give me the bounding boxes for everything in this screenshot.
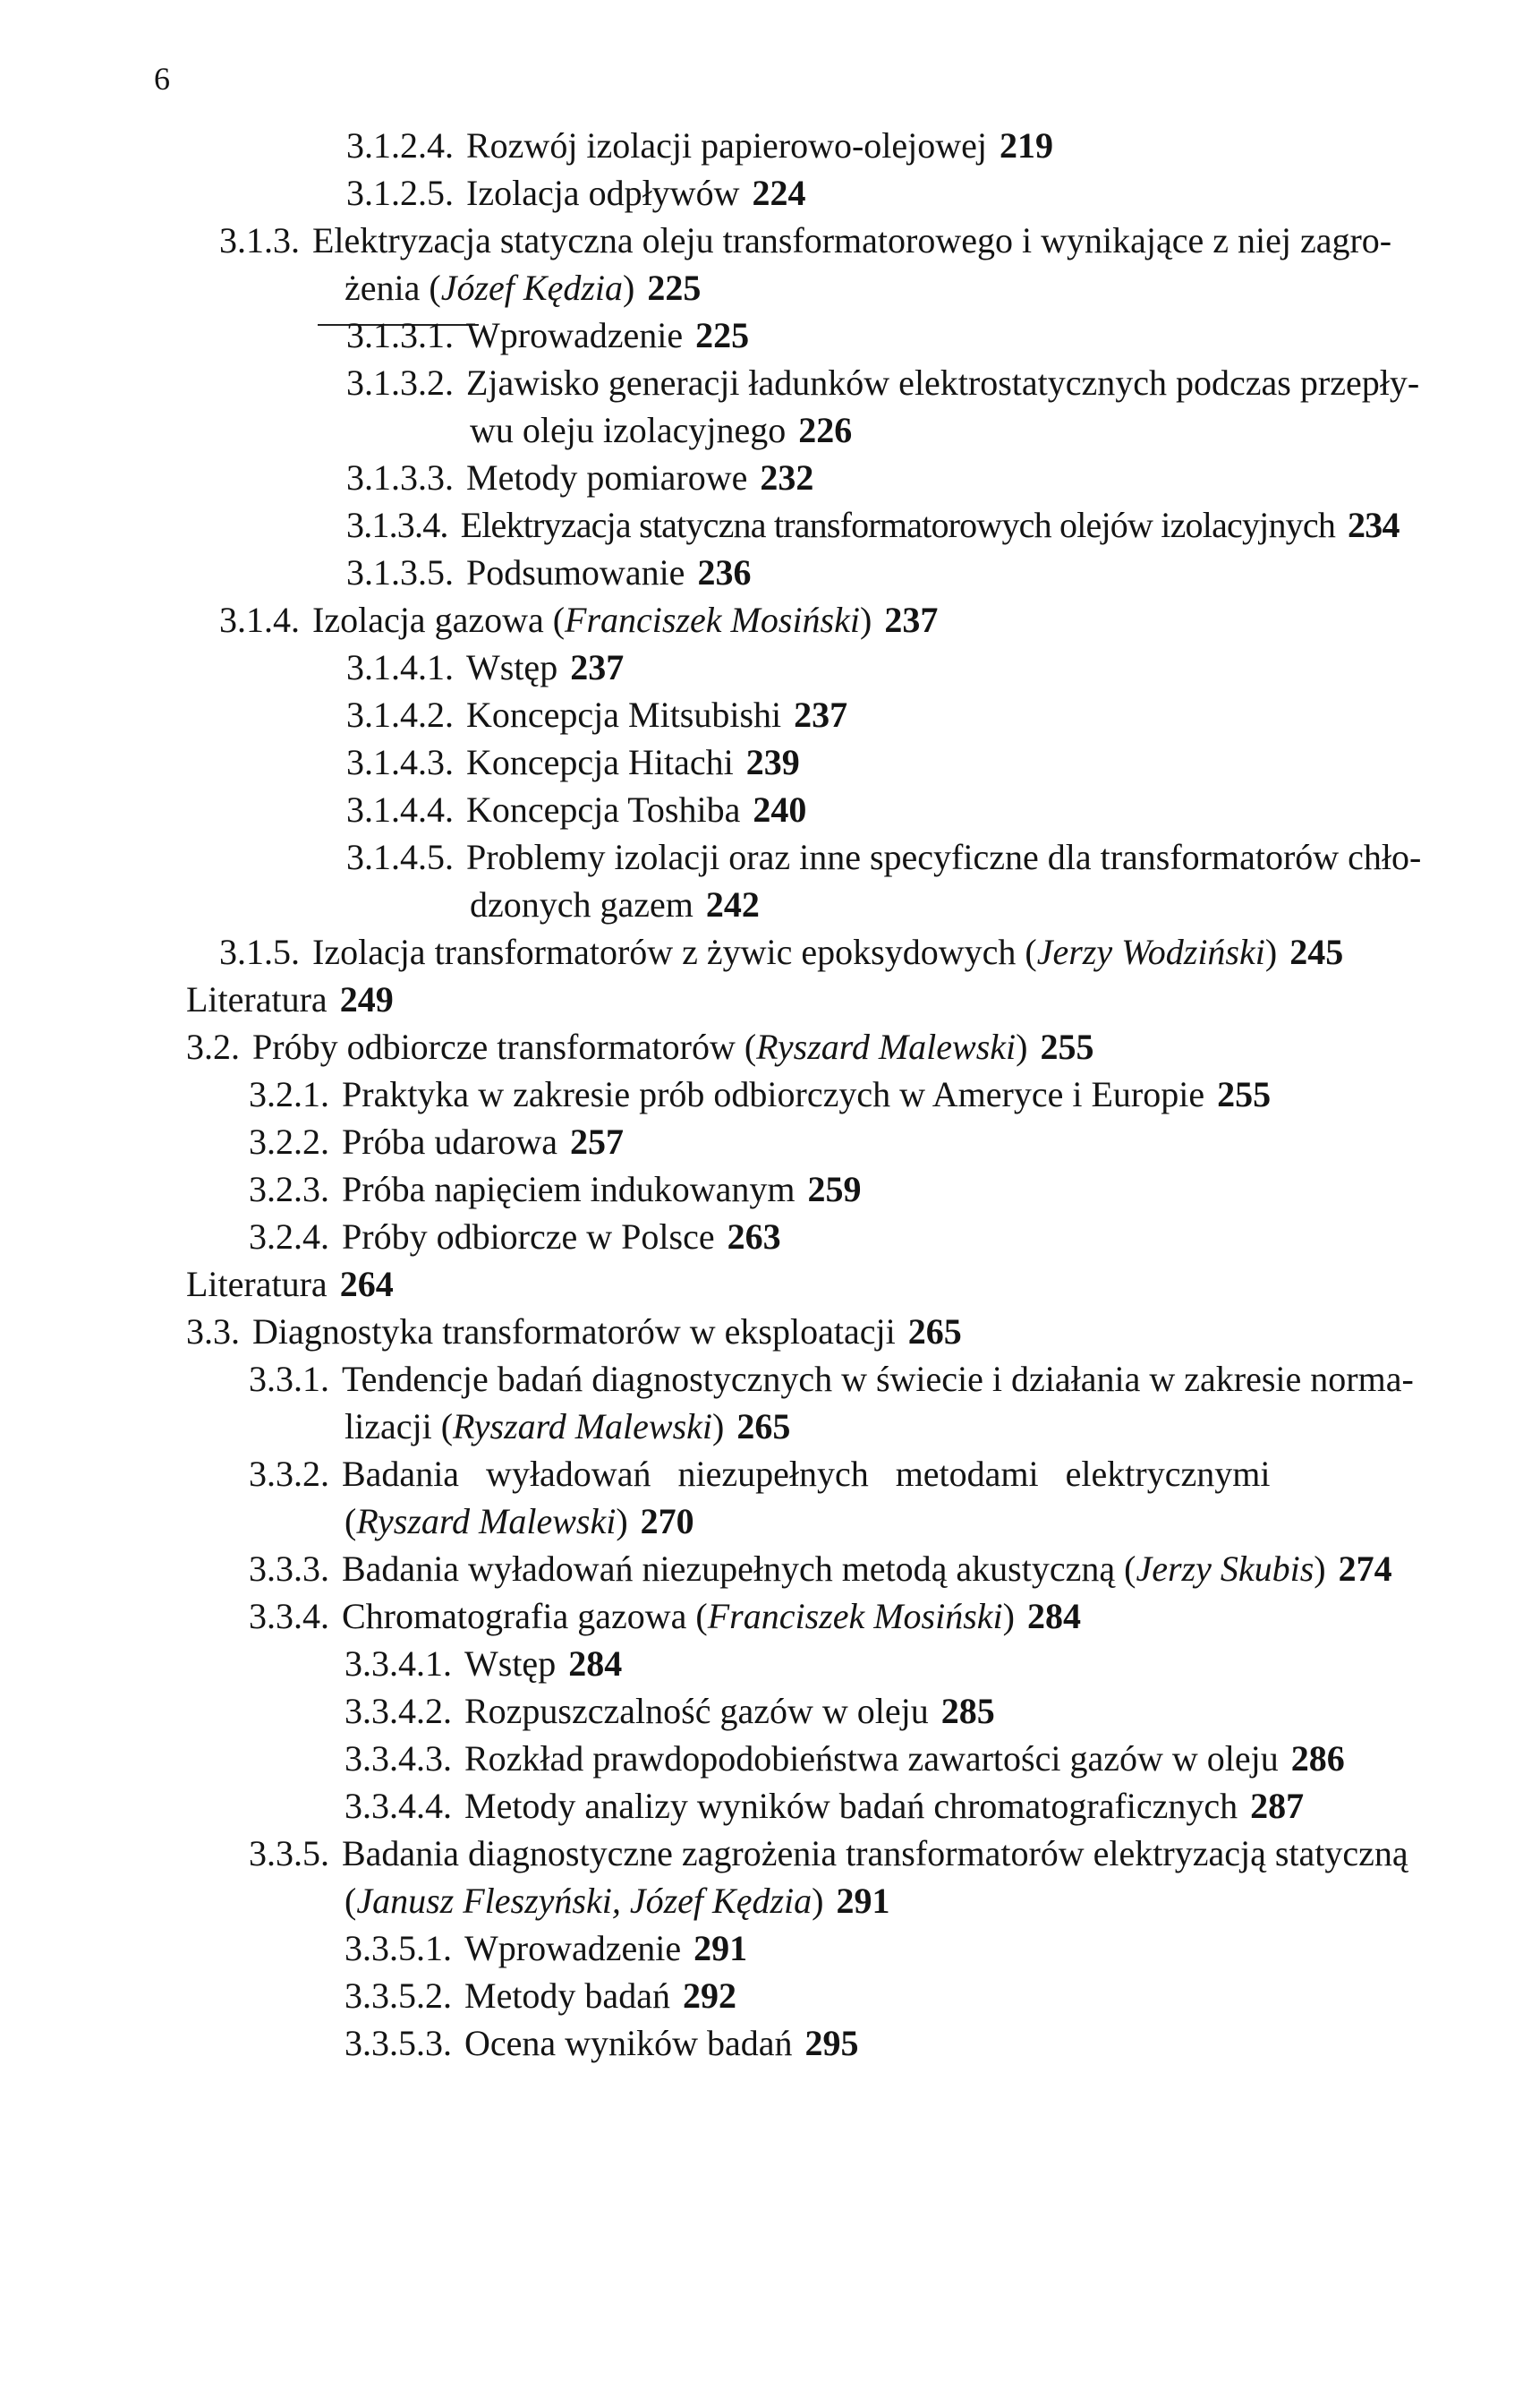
entry-title: Podsumowanie [466,552,685,593]
toc-entry-3-2: 3.2. Próby odbiorcze transformatorów (Ryszard Malewski) 255 [186,1027,1094,1067]
toc-entry-3-2-3 [249,1165,862,1213]
toc-entry-3-3-4-1 [345,1640,622,1687]
entry-page: 219 [1000,125,1054,166]
entry-title: Próba udarowa [342,1122,558,1162]
entry-title: Próby odbiorcze transformatorów [252,1027,736,1067]
entry-page: 236 [697,552,752,593]
entry-title: Izolacja gazowa [312,600,544,640]
entry-title: Metody badań [464,1975,670,2016]
entry-number: 3.1.4.4. [346,789,454,830]
entry-author: Ryszard Malewski [356,1501,617,1541]
entry-page: 245 [1289,932,1344,972]
entry-author: Jerzy Skubis [1136,1549,1315,1589]
entry-number: 3.2. [186,1027,240,1067]
entry-title: Chromatografia gazowa [342,1596,687,1636]
toc-entry-3-3-4-3 [345,1735,1345,1782]
toc-entry-3-1-3-3 [346,454,813,501]
entry-number: 3.3.4.1. [345,1643,452,1684]
toc-entry-3-3-5-continuation: (Janusz Fleszyński, Józef Kędzia) 291 [345,1881,890,1921]
entry-page: 259 [807,1169,862,1209]
entry-number: 3.3.4.3. [345,1738,452,1779]
entry-title: Rozwój izolacji papierowo-olejowej [466,125,988,166]
entry-page: 257 [570,1122,625,1162]
entry-title-continuation: lizacji [345,1406,432,1446]
entry-number: 3.3.4. [249,1596,329,1636]
entry-number: 3.3. [186,1311,240,1352]
entry-number: 3.3.5.1. [345,1928,452,1968]
entry-number: 3.2.2. [249,1122,329,1162]
entry-title: Koncepcja Hitachi [466,742,734,782]
entry-number: 3.3.5. [249,1833,329,1873]
entry-page: 240 [753,789,807,830]
toc-entry-3-3-1 [249,1355,1414,1403]
entry-page: 249 [339,979,394,1020]
entry-title: Elektryzacja statyczna oleju transformatorowego i wynikające z niej zagro- [312,220,1392,260]
entry-title: Metody analizy wyników badań chromatograficznych [464,1786,1238,1826]
entry-page: 237 [884,600,939,640]
entry-number: 3.3.1. [249,1359,329,1399]
entry-title: Literatura [186,979,328,1020]
toc-entry-3-3-4-4 [345,1782,1304,1830]
toc-entry-3-1-3-2-continuation [470,406,852,454]
entry-page: 263 [727,1216,781,1257]
toc-entry-3-1-5: 3.1.5. Izolacja transformatorów z żywic epoksydowych (Jerzy Wodziński) 245 [219,932,1344,972]
entry-number: 3.1.4.2. [346,695,454,735]
entry-title: Wstęp [464,1643,557,1684]
entry-page: 291 [836,1881,890,1921]
entry-number: 3.3.3. [249,1549,329,1589]
entry-number: 3.2.4. [249,1216,329,1257]
toc-entry-3-1-4-4 [346,786,806,833]
toc-entry-3-3-2 [249,1450,1270,1497]
entry-page: 292 [682,1975,736,2016]
toc-entry-3-3-5-2 [345,1972,736,2019]
toc-entry-3-1-3-1 [346,311,749,359]
toc-entry-3-1-4-1 [346,644,624,691]
entry-number: 3.1.3.1. [346,315,454,355]
entry-title: Próba napięciem indukowanym [342,1169,796,1209]
toc-entry-3-1-4-3 [346,738,800,786]
entry-title: Diagnostyka transformatorów w eksploatacji [252,1311,896,1352]
entry-number: 3.1.3.2. [346,363,454,403]
entry-page: 255 [1217,1074,1272,1114]
entry-page: 232 [760,457,814,498]
entry-page: 239 [745,742,800,782]
entry-page: 242 [705,884,760,925]
entry-title-continuation: żenia [345,268,421,308]
entry-page: 255 [1040,1027,1094,1067]
entry-page: 284 [568,1643,623,1684]
entry-title: Próby odbiorcze w Polsce [342,1216,715,1257]
entry-page: 225 [647,268,702,308]
toc-entry-3-1-4-2 [346,691,847,738]
entry-page: 264 [339,1264,394,1304]
entry-page: 270 [640,1501,694,1541]
toc-entry-3-1-2-5 [346,169,805,217]
entry-author: Józef Kędzia [440,268,624,308]
entry-title: Problemy izolacji oraz inne specyficzne dla transformatorów chło- [466,837,1422,877]
entry-title: Literatura [186,1264,328,1304]
entry-number: 3.1.3.4. [346,505,448,545]
toc-entry-3-3-2-continuation: (Ryszard Malewski) 270 [345,1501,694,1541]
entry-number: 3.1.2.4. [346,125,454,166]
entry-page: 237 [570,647,625,687]
entry-author: Franciszek Mosiński [565,600,860,640]
entry-number: 3.1.4.1. [346,647,454,687]
toc-entry-3-1-3-4 [346,501,1400,549]
entry-page: 287 [1250,1786,1305,1826]
entry-number: 3.3.5.2. [345,1975,452,2016]
entry-page: 224 [752,173,806,213]
entry-number: 3.1.2.5. [346,173,454,213]
toc-entry-3-1-3-continuation: żenia (Józef Kędzia) 225 [345,268,702,308]
entry-title: Tendencje badań diagnostycznych w świecie i działania w zakresie norma- [342,1359,1414,1399]
entry-page: 286 [1290,1738,1345,1779]
toc-entry-3-3-1-continuation: lizacji (Ryszard Malewski) 265 [345,1406,791,1446]
entry-title: Wprowadzenie [464,1928,682,1968]
entry-page: 274 [1338,1549,1392,1589]
entry-page: 225 [695,315,750,355]
toc-entry-3-2-1 [249,1071,1271,1118]
entry-title: Badania diagnostyczne zagrożenia transformatorów elektryzacją statyczną [342,1833,1408,1873]
entry-title: Wstęp [466,647,558,687]
entry-title-continuation: wu oleju izolacyjnego [470,410,787,450]
entry-page: 291 [693,1928,748,1968]
entry-number: 3.3.4.4. [345,1786,452,1826]
entry-title: Izolacja transformatorów z żywic epoksydowych [312,932,1017,972]
entry-title: Ocena wyników badań [464,2023,793,2063]
toc-entry-3-1-2-4 [346,122,1053,169]
entry-title: Badania wyładowań niezupełnych metodą akustyczną [342,1549,1116,1589]
entry-page: 265 [736,1406,791,1446]
entry-page: 295 [804,2023,859,2063]
entry-number: 3.2.3. [249,1169,329,1209]
entry-title-continuation: dzonych gazem [470,884,693,925]
toc-entry-3-1-3-5 [346,549,751,596]
entry-number: 3.1.4.5. [346,837,454,877]
toc-entry-3-3-5 [249,1830,1408,1877]
entry-number: 3.1.4.3. [346,742,454,782]
page-number: 6 [154,61,170,97]
entry-number: 3.3.2. [249,1454,329,1494]
entry-number: 3.2.1. [249,1074,329,1114]
toc-entry-3-1-4: 3.1.4. Izolacja gazowa (Franciszek Mosiński) 237 [219,600,939,640]
entry-author: Jerzy Wodziński [1036,932,1265,972]
entry-number: 3.3.4.2. [345,1691,452,1731]
entry-title: Rozpuszczalność gazów w oleju [464,1691,929,1731]
entry-title: Koncepcja Mitsubishi [466,695,782,735]
toc-entry-3-3-4-2 [345,1687,995,1735]
toc-entry-literatura [186,1260,394,1308]
entry-title: Rozkład prawdopodobieństwa zawartości gazów w oleju [464,1738,1279,1779]
toc-entry-3-1-4-5 [346,833,1421,881]
entry-author: Franciszek Mosiński [707,1596,1003,1636]
entry-number: 3.3.5.3. [345,2023,452,2063]
entry-title: Izolacja odpływów [466,173,740,213]
entry-page: 285 [940,1691,995,1731]
entry-number: 3.1.3.3. [346,457,454,498]
toc-entry-3-3-5-3 [345,2019,859,2067]
entry-title: Badania wyładowań niezupełnych metodami elektrycznymi [342,1454,1271,1494]
entry-title: Metody pomiarowe [466,457,748,498]
entry-page: 265 [907,1311,962,1352]
entry-title: Praktyka w zakresie prób odbiorczych w Ameryce i Europie [342,1074,1205,1114]
entry-page: 226 [798,410,853,450]
entry-number: 3.1.3.5. [346,552,454,593]
entry-page: 234 [1348,505,1400,545]
toc-entry-literatura [186,976,394,1023]
entry-page: 284 [1027,1596,1081,1636]
toc-entry-3-2-2 [249,1118,624,1165]
toc-entry-3-3-3: 3.3.3. Badania wyładowań niezupełnych metodą akustyczną (Jerzy Skubis) 274 [249,1549,1392,1589]
entry-author: Janusz Fleszyński, Józef Kędzia [356,1881,813,1921]
toc-entry-3-1-3-2 [346,359,1419,406]
toc-entry-3-3-4: 3.3.4. Chromatografia gazowa (Franciszek Mosiński) 284 [249,1596,1081,1636]
entry-page: 237 [794,695,848,735]
entry-number: 3.1.5. [219,932,300,972]
entry-title: Koncepcja Toshiba [466,789,741,830]
entry-number: 3.1.4. [219,600,300,640]
toc-entry-3-3 [186,1308,962,1355]
toc-entry-3-2-4 [249,1213,781,1260]
entry-author: Ryszard Malewski [756,1027,1017,1067]
entry-title: Wprowadzenie [466,315,684,355]
toc-entry-3-1-4-5-continuation [470,881,760,928]
toc-entry-3-3-5-1 [345,1924,747,1972]
entry-title: Zjawisko generacji ładunków elektrostatycznych podczas przepły- [466,363,1420,403]
toc-entry-3-1-3 [219,217,1391,264]
entry-title: Elektryzacja statyczna transformatorowych olejów izolacyjnych [460,505,1336,545]
entry-author: Ryszard Malewski [453,1406,713,1446]
entry-number: 3.1.3. [219,220,300,260]
